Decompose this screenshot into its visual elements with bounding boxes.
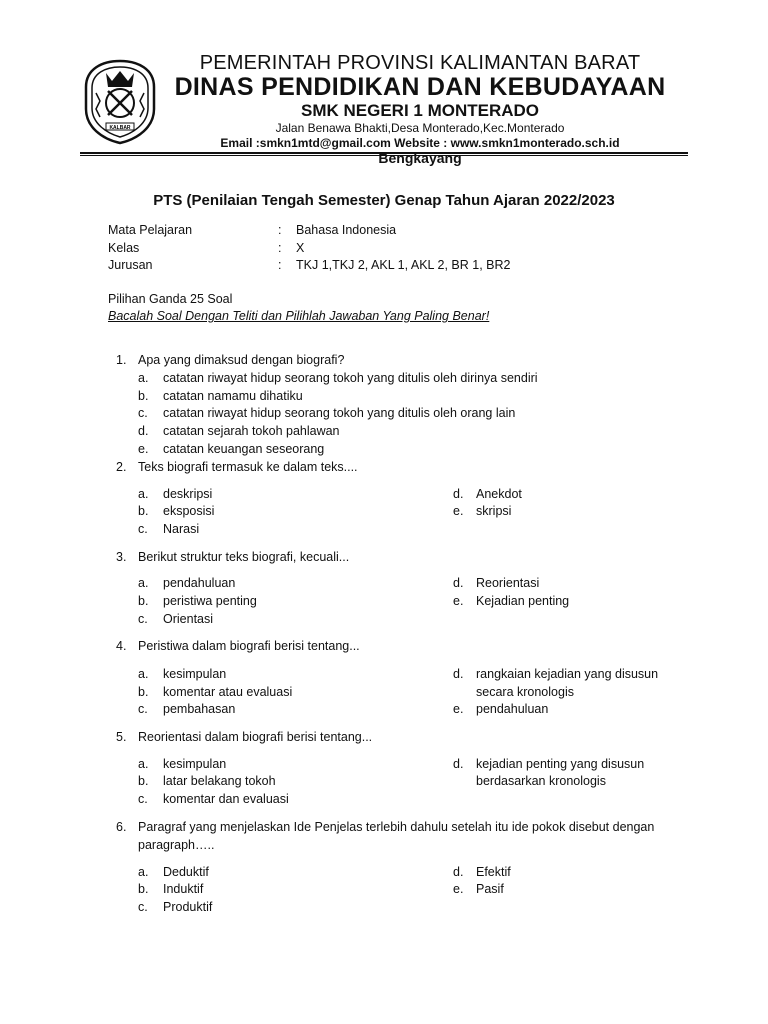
- option-label: b.: [138, 594, 149, 608]
- option-text: kejadian penting yang disusun: [476, 757, 645, 771]
- option-text-cont: berdasarkan kronologis: [476, 774, 606, 788]
- option-label: a.: [138, 487, 149, 501]
- option-label: c.: [138, 900, 148, 914]
- option-text: catatan namamu dihatiku: [163, 389, 303, 403]
- option-text: komentar atau evaluasi: [163, 685, 293, 699]
- option-label: b.: [138, 685, 149, 699]
- question-text: Berikut struktur teks biografi, kecuali...: [138, 550, 350, 564]
- option-label: b.: [138, 389, 149, 403]
- question-count: Pilihan Ganda 25 Soal: [108, 292, 233, 306]
- info-value: Bahasa Indonesia: [296, 223, 397, 237]
- option-label: c.: [138, 792, 148, 806]
- option-label: d.: [453, 576, 464, 590]
- option-text: peristiwa penting: [163, 594, 257, 608]
- question-text-cont: paragraph…..: [138, 838, 215, 852]
- info-key: Jurusan: [108, 258, 153, 272]
- option-label: d.: [453, 667, 464, 681]
- info-key: Kelas: [108, 241, 140, 255]
- option-label: a.: [138, 865, 149, 879]
- option-text: skripsi: [476, 504, 512, 518]
- option-text: deskripsi: [163, 487, 213, 501]
- option-text: Reorientasi: [476, 576, 540, 590]
- emblem-text: KALBAR: [109, 125, 131, 131]
- question-text: Apa yang dimaksud dengan biografi?: [138, 353, 345, 367]
- question-number: 4.: [116, 639, 127, 653]
- option-label: e.: [453, 594, 464, 608]
- letterhead: [160, 52, 680, 167]
- letterhead-contact: Email :smkn1mtd@gmail.com Website : www.smkn1monterado.sch.id: [220, 136, 620, 150]
- option-text: catatan riwayat hidup seorang tokoh yang ditulis oleh dirinya sendiri: [163, 371, 538, 385]
- option-text: Narasi: [163, 522, 200, 536]
- instruction-text: Bacalah Soal Dengan Teliti dan Pilihlah Jawaban Yang Paling Benar!: [108, 309, 490, 323]
- option-text: Pasif: [476, 882, 504, 896]
- option-text: Produktif: [163, 900, 213, 914]
- option-text: catatan sejarah tokoh pahlawan: [163, 424, 340, 438]
- option-label: e.: [453, 882, 464, 896]
- info-value: TKJ 1,TKJ 2, AKL 1, AKL 2, BR 1, BR2: [296, 258, 511, 272]
- option-label: c.: [138, 522, 148, 536]
- option-text: Deduktif: [163, 865, 209, 879]
- option-text: rangkaian kejadian yang disusun: [476, 667, 659, 681]
- option-text: kesimpulan: [163, 757, 227, 771]
- option-text: pembahasan: [163, 702, 236, 716]
- option-text: pendahuluan: [163, 576, 236, 590]
- option-label: d.: [453, 865, 464, 879]
- option-text: Kejadian penting: [476, 594, 570, 608]
- info-sep: :: [278, 223, 282, 237]
- question-number: 6.: [116, 820, 127, 834]
- option-label: c.: [138, 406, 148, 420]
- option-label: a.: [138, 576, 149, 590]
- option-label: d.: [138, 424, 149, 438]
- option-label: c.: [138, 612, 148, 626]
- option-label: b.: [138, 882, 149, 896]
- option-label: e.: [138, 442, 149, 456]
- option-text: Induktif: [163, 882, 204, 896]
- option-text-cont: secara kronologis: [476, 685, 574, 699]
- kalbar-emblem-icon: [82, 59, 158, 145]
- letterhead-agency: DINAS PENDIDIKAN DAN KEBUDAYAAN: [174, 73, 666, 101]
- option-text: catatan riwayat hidup seorang tokoh yang ditulis oleh orang lain: [163, 406, 516, 420]
- option-label: a.: [138, 371, 149, 385]
- info-value: X: [296, 241, 305, 255]
- option-text: eksposisi: [163, 504, 215, 518]
- letterhead-school: SMK NEGERI 1 MONTERADO: [300, 101, 540, 120]
- option-label: c.: [138, 702, 148, 716]
- letterhead-government: PEMERINTAH PROVINSI KALIMANTAN BARAT: [199, 52, 641, 74]
- option-label: b.: [138, 504, 149, 518]
- option-text: Efektif: [476, 865, 511, 879]
- option-label: d.: [453, 487, 464, 501]
- option-label: a.: [138, 757, 149, 771]
- question-number: 1.: [116, 353, 127, 367]
- option-label: b.: [138, 774, 149, 788]
- question-number: 5.: [116, 730, 127, 744]
- info-key: Mata Pelajaran: [108, 223, 193, 237]
- option-text: Orientasi: [163, 612, 214, 626]
- option-text: catatan keuangan seseorang: [163, 442, 325, 456]
- exam-title: PTS (Penilaian Tengah Semester) Genap Tahun Ajaran 2022/2023: [153, 192, 615, 209]
- option-label: a.: [138, 667, 149, 681]
- letterhead-address: Jalan Benawa Bhakti,Desa Monterado,Kec.Monterado: [275, 121, 565, 135]
- option-text: komentar dan evaluasi: [163, 792, 289, 806]
- question-number: 2.: [116, 460, 127, 474]
- info-sep: :: [278, 258, 282, 272]
- question-number: 3.: [116, 550, 127, 564]
- option-text: pendahuluan: [476, 702, 549, 716]
- option-label: e.: [453, 702, 464, 716]
- option-label: e.: [453, 504, 464, 518]
- letterhead-region: Bengkayang: [378, 150, 462, 166]
- question-text: Paragraf yang menjelaskan Ide Penjelas terlebih dahulu setelah itu ide pokok disebut dengan: [138, 820, 655, 834]
- question-text: Teks biografi termasuk ke dalam teks....: [138, 460, 358, 474]
- question-text: Reorientasi dalam biografi berisi tentang...: [138, 730, 373, 744]
- option-text: Anekdot: [476, 487, 522, 501]
- option-label: d.: [453, 757, 464, 771]
- letterhead-divider: [80, 152, 688, 154]
- option-text: kesimpulan: [163, 667, 227, 681]
- info-sep: :: [278, 241, 282, 255]
- question-text: Peristiwa dalam biografi berisi tentang...: [138, 639, 360, 653]
- letterhead-divider-thin: [80, 155, 688, 156]
- option-text: latar belakang tokoh: [163, 774, 276, 788]
